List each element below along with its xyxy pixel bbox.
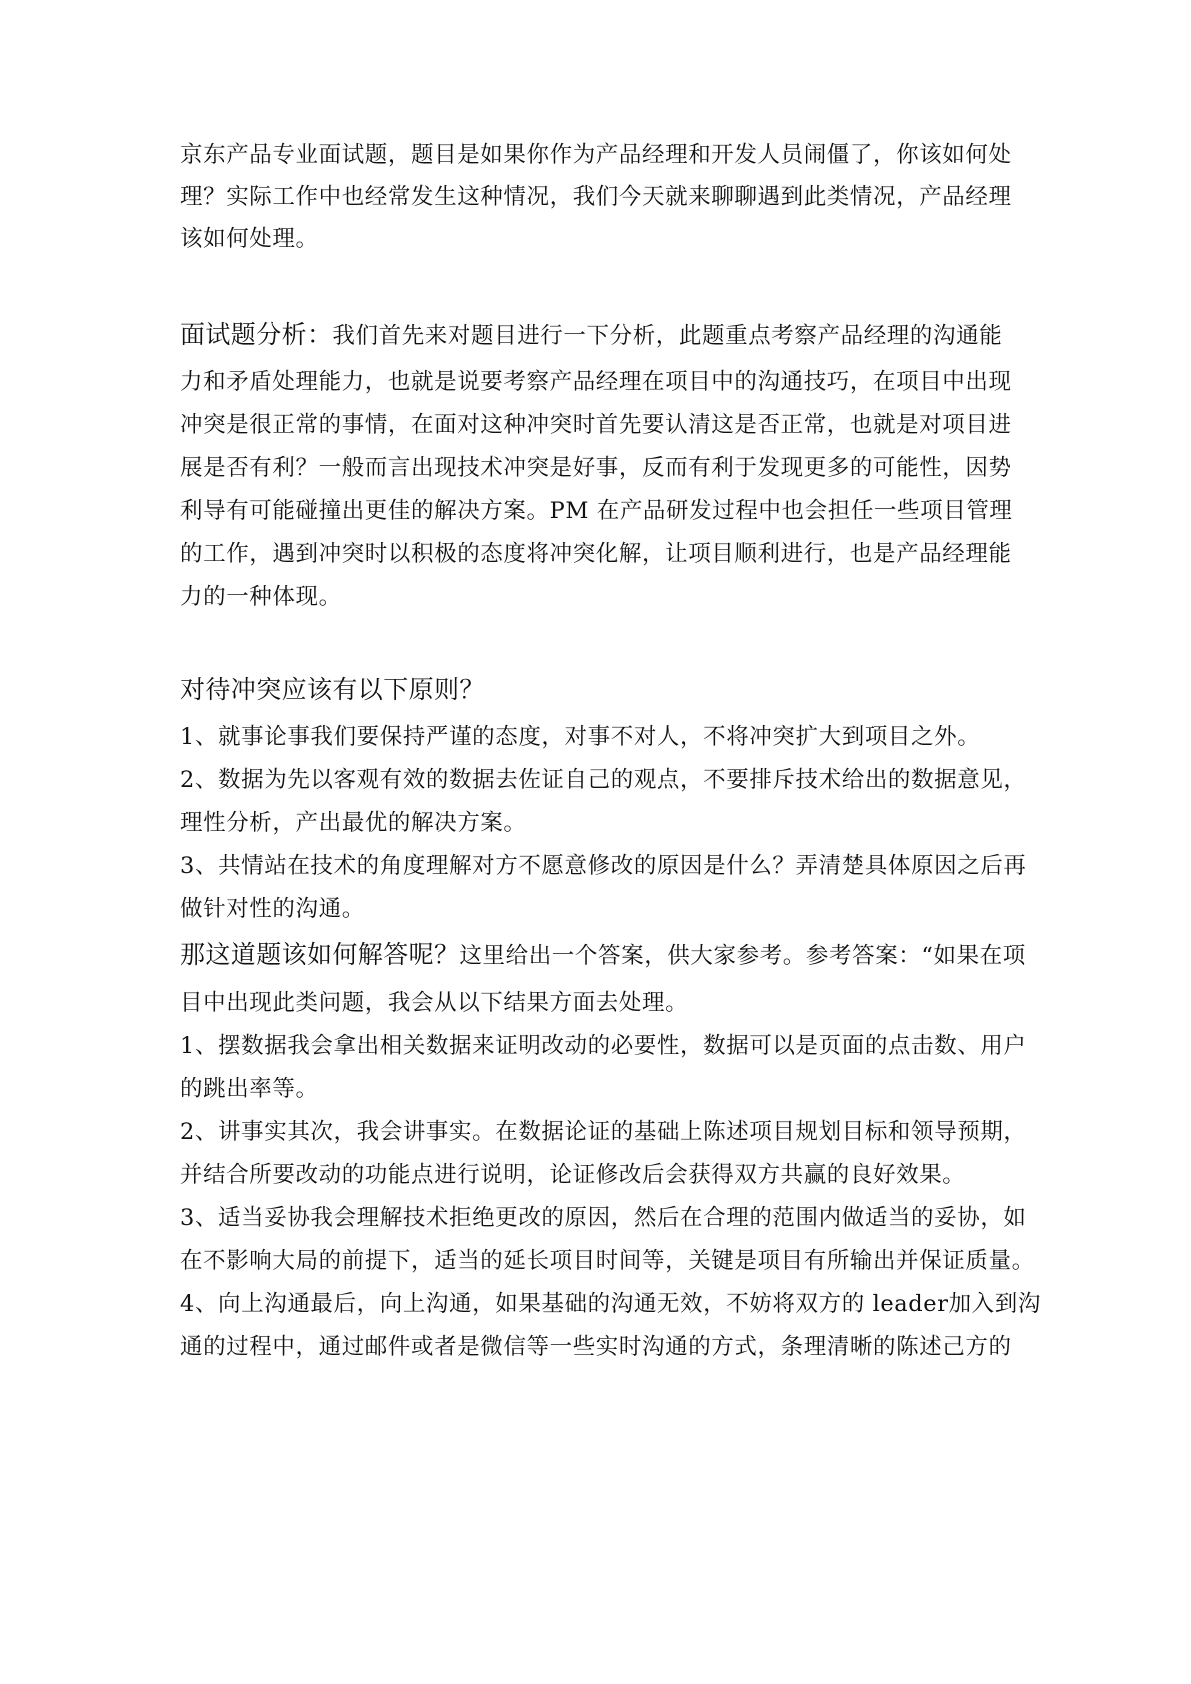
analysis-line: 展是否有利？一般而言出现技术冲突是好事，反而有利于发现更多的可能性，因势 <box>180 455 1012 481</box>
answer-line: 2、讲事实其次，我会讲事实。在数据论证的基础上陈述项目规划目标和领导预期， <box>180 1119 1027 1145</box>
answer-line: 并结合所要改动的功能点进行说明，论证修改后会获得双方共赢的良好效果。 <box>180 1162 966 1188</box>
answer-line: 4、向上沟通最后，向上沟通，如果基础的沟通无效，不妨将双方的 leader加入到沟 <box>180 1291 1041 1317</box>
answer-line: 3、适当妥协我会理解技术拒绝更改的原因，然后在合理的范围内做适当的妥协，如 <box>180 1205 1027 1231</box>
answer-heading: 那这道题该如何解答呢？ <box>180 940 460 969</box>
answer-line: 这里给出一个答案，供大家参考。参考答案：“如果在项 <box>459 943 1026 969</box>
analysis-line: 冲突是很正常的事情，在面对这种冲突时首先要认清这是否正常，也就是对项目进 <box>180 412 1012 438</box>
intro-line: 理？实际工作中也经常发生这种情况，我们今天就来聊聊遇到此类情况，产品经理 <box>180 184 1012 210</box>
analysis-heading: 面试题分析： <box>180 320 333 349</box>
principle-line: 理性分析，产出最优的解决方案。 <box>180 810 527 836</box>
analysis-line: 利导有可能碰撞出更佳的解决方案。PM 在产品研发过程中也会担任一些项目管理 <box>180 498 1013 524</box>
answer-line: 目中出现此类问题，我会从以下结果方面去处理。 <box>180 990 689 1016</box>
principle-line: 做针对性的沟通。 <box>180 896 365 922</box>
answer-first-line <box>180 940 1026 971</box>
principle-line: 3、共情站在技术的角度理解对方不愿意修改的原因是什么？弄清楚具体原因之后再 <box>180 853 1027 879</box>
principle-line: 1、就事论事我们要保持严谨的态度，对事不对人，不将冲突扩大到项目之外。 <box>180 724 981 750</box>
answer-line: 在不影响大局的前提下，适当的延长项目时间等，关键是项目有所输出并保证质量。 <box>180 1248 1035 1274</box>
analysis-line: 我们首先来对题目进行一下分析，此题重点考察产品经理的沟通能 <box>332 323 1003 349</box>
answer-line: 通的过程中，通过邮件或者是微信等一些实时沟通的方式，条理清晰的陈述己方的 <box>180 1334 1012 1360</box>
answer-line: 的跳出率等。 <box>180 1076 319 1102</box>
analysis-first-line <box>180 320 1002 351</box>
answer-line: 1、摆数据我会拿出相关数据来证明改动的必要性，数据可以是页面的点击数、用户 <box>180 1033 1027 1059</box>
intro-line: 该如何处理。 <box>180 226 319 252</box>
analysis-line: 力的一种体现。 <box>180 584 342 610</box>
principle-line: 2、数据为先以客观有效的数据去佐证自己的观点，不要排斥技术给出的数据意见， <box>180 767 1027 793</box>
analysis-line: 力和矛盾处理能力，也就是说要考察产品经理在项目中的沟通技巧，在项目中出现 <box>180 369 1012 395</box>
intro-line: 京东产品专业面试题，题目是如果你作为产品经理和开发人员闹僵了，你该如何处 <box>180 142 1012 168</box>
principles-heading: 对待冲突应该有以下原则？ <box>180 675 485 704</box>
analysis-line: 的工作，遇到冲突时以积极的态度将冲突化解，让项目顺利进行，也是产品经理能 <box>180 541 1012 567</box>
